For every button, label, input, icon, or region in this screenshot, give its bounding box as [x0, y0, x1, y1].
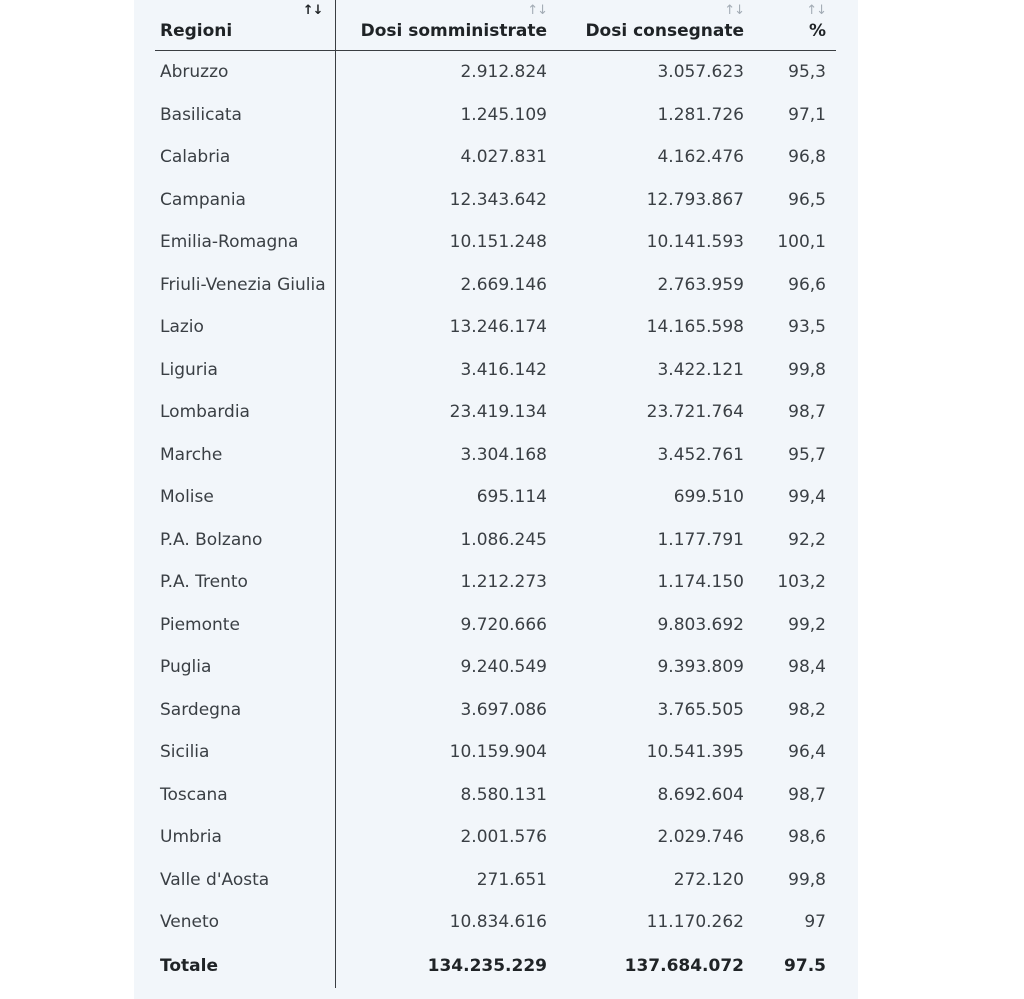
cell-dosi-consegnate: 8.692.604	[657, 784, 744, 805]
table-row	[155, 731, 836, 774]
cell-dosi-consegnate: 12.793.867	[646, 189, 744, 210]
cell-dosi-somministrate: 2.669.146	[460, 274, 547, 295]
cell-region: Marche	[155, 434, 335, 477]
cell-dosi-consegnate: 2.029.746	[657, 827, 744, 848]
sort-arrows-icon[interactable]: ↑↓	[527, 3, 547, 18]
cell-percent: 95,3	[788, 62, 826, 83]
table-row	[155, 604, 836, 647]
table-row	[155, 94, 836, 137]
cell-percent: 96,5	[788, 189, 826, 210]
cell-region: Umbria	[155, 816, 335, 859]
cell-region: P.A. Trento	[155, 561, 335, 604]
cell-region: Puglia	[155, 646, 335, 689]
cell-dosi-consegnate: 11.170.262	[646, 912, 744, 933]
table-row	[155, 306, 836, 349]
column-header-label: Dosi consegnate	[585, 21, 744, 41]
cell-region: Lazio	[155, 306, 335, 349]
cell-dosi-consegnate: 1.177.791	[657, 529, 744, 550]
total-dosi-somministrate: 134.235.229	[427, 955, 547, 976]
cell-dosi-somministrate: 10.159.904	[449, 742, 547, 763]
column-header-dosi-somministrate[interactable]	[335, 0, 557, 51]
table-row	[155, 859, 836, 902]
cell-dosi-consegnate: 10.541.395	[646, 742, 744, 763]
table-row	[155, 561, 836, 604]
cell-dosi-consegnate: 3.057.623	[657, 62, 744, 83]
cell-dosi-consegnate: 272.120	[673, 869, 744, 890]
column-header-dosi-consegnate[interactable]	[557, 0, 754, 51]
cell-region: Calabria	[155, 136, 335, 179]
cell-percent: 99,8	[788, 359, 826, 380]
total-dosi-consegnate: 137.684.072	[624, 955, 744, 976]
cell-region: Emilia-Romagna	[155, 221, 335, 264]
column-header-label: Dosi somministrate	[360, 21, 547, 41]
cell-dosi-somministrate: 10.151.248	[449, 232, 547, 253]
cell-percent: 98,2	[788, 699, 826, 720]
cell-dosi-somministrate: 12.343.642	[449, 189, 547, 210]
column-header-regioni[interactable]	[155, 0, 335, 51]
cell-dosi-somministrate: 695.114	[476, 487, 547, 508]
cell-region: P.A. Bolzano	[155, 519, 335, 562]
cell-region: Veneto	[155, 901, 335, 944]
cell-dosi-somministrate: 2.912.824	[460, 62, 547, 83]
cell-dosi-consegnate: 14.165.598	[646, 317, 744, 338]
cell-region: Lombardia	[155, 391, 335, 434]
cell-percent: 103,2	[777, 572, 826, 593]
table-row	[155, 434, 836, 477]
cell-dosi-somministrate: 1.245.109	[460, 104, 547, 125]
column-header-label: Regioni	[160, 21, 233, 41]
cell-dosi-somministrate: 271.651	[476, 869, 547, 890]
cell-dosi-consegnate: 10.141.593	[646, 232, 744, 253]
table-row	[155, 391, 836, 434]
table-row	[155, 901, 836, 944]
table-row	[155, 646, 836, 689]
cell-dosi-consegnate: 3.452.761	[657, 444, 744, 465]
cell-percent: 98,6	[788, 827, 826, 848]
cell-percent: 92,2	[788, 529, 826, 550]
cell-dosi-somministrate: 2.001.576	[460, 827, 547, 848]
cell-dosi-somministrate: 8.580.131	[460, 784, 547, 805]
table-row	[155, 136, 836, 179]
cell-dosi-somministrate: 3.416.142	[460, 359, 547, 380]
cell-percent: 96,6	[788, 274, 826, 295]
sort-arrows-icon[interactable]: ↑↓	[302, 3, 323, 18]
sort-arrows-icon[interactable]: ↑↓	[724, 3, 744, 18]
cell-percent: 100,1	[777, 232, 826, 253]
cell-dosi-somministrate: 23.419.134	[449, 402, 547, 423]
table-row	[155, 221, 836, 264]
cell-dosi-somministrate: 3.697.086	[460, 699, 547, 720]
cell-region: Liguria	[155, 349, 335, 392]
cell-region: Sicilia	[155, 731, 335, 774]
cell-dosi-consegnate: 2.763.959	[657, 274, 744, 295]
total-label: Totale	[155, 944, 335, 988]
table-row	[155, 349, 836, 392]
cell-region: Campania	[155, 179, 335, 222]
cell-region: Piemonte	[155, 604, 335, 647]
table-row	[155, 179, 836, 222]
cell-dosi-somministrate: 9.720.666	[460, 614, 547, 635]
cell-dosi-somministrate: 10.834.616	[449, 912, 547, 933]
cell-dosi-consegnate: 699.510	[673, 487, 744, 508]
cell-dosi-somministrate: 13.246.174	[449, 317, 547, 338]
vaccine-doses-table	[155, 0, 836, 988]
cell-dosi-consegnate: 23.721.764	[646, 402, 744, 423]
column-header-label: %	[808, 21, 826, 41]
cell-dosi-somministrate: 9.240.549	[460, 657, 547, 678]
table-row	[155, 689, 836, 732]
table-row	[155, 264, 836, 307]
cell-region: Molise	[155, 476, 335, 519]
cell-percent: 99,4	[788, 487, 826, 508]
cell-percent: 99,2	[788, 614, 826, 635]
cell-region: Valle d'Aosta	[155, 859, 335, 902]
table-row	[155, 476, 836, 519]
cell-percent: 96,4	[788, 742, 826, 763]
cell-percent: 93,5	[788, 317, 826, 338]
table-header-row	[155, 0, 836, 51]
table-row	[155, 774, 836, 817]
cell-region: Abruzzo	[155, 51, 335, 94]
cell-dosi-somministrate: 1.086.245	[460, 529, 547, 550]
cell-dosi-somministrate: 1.212.273	[460, 572, 547, 593]
cell-percent: 98,7	[788, 784, 826, 805]
table-row	[155, 51, 836, 94]
cell-region: Sardegna	[155, 689, 335, 732]
cell-dosi-consegnate: 4.162.476	[657, 147, 744, 168]
cell-percent: 98,4	[788, 657, 826, 678]
total-row	[155, 944, 836, 988]
table-body	[155, 51, 836, 988]
column-header-percent[interactable]	[754, 0, 836, 51]
cell-region: Basilicata	[155, 94, 335, 137]
cell-dosi-consegnate: 3.765.505	[657, 699, 744, 720]
cell-percent: 97,1	[788, 104, 826, 125]
cell-dosi-consegnate: 9.393.809	[657, 657, 744, 678]
cell-region: Friuli-Venezia Giulia	[155, 264, 335, 307]
cell-dosi-consegnate: 1.174.150	[657, 572, 744, 593]
cell-percent: 98,7	[788, 402, 826, 423]
cell-percent: 99,8	[788, 869, 826, 890]
table-row	[155, 816, 836, 859]
sort-arrows-icon[interactable]: ↑↓	[806, 3, 826, 18]
cell-dosi-somministrate: 4.027.831	[460, 147, 547, 168]
cell-dosi-consegnate: 3.422.121	[657, 359, 744, 380]
cell-region: Toscana	[155, 774, 335, 817]
cell-percent: 95,7	[788, 444, 826, 465]
cell-dosi-consegnate: 1.281.726	[657, 104, 744, 125]
cell-dosi-consegnate: 9.803.692	[657, 614, 744, 635]
table-row	[155, 519, 836, 562]
cell-dosi-somministrate: 3.304.168	[460, 444, 547, 465]
cell-percent: 97	[804, 912, 826, 933]
total-percent: 97.5	[784, 955, 826, 976]
cell-percent: 96,8	[788, 147, 826, 168]
